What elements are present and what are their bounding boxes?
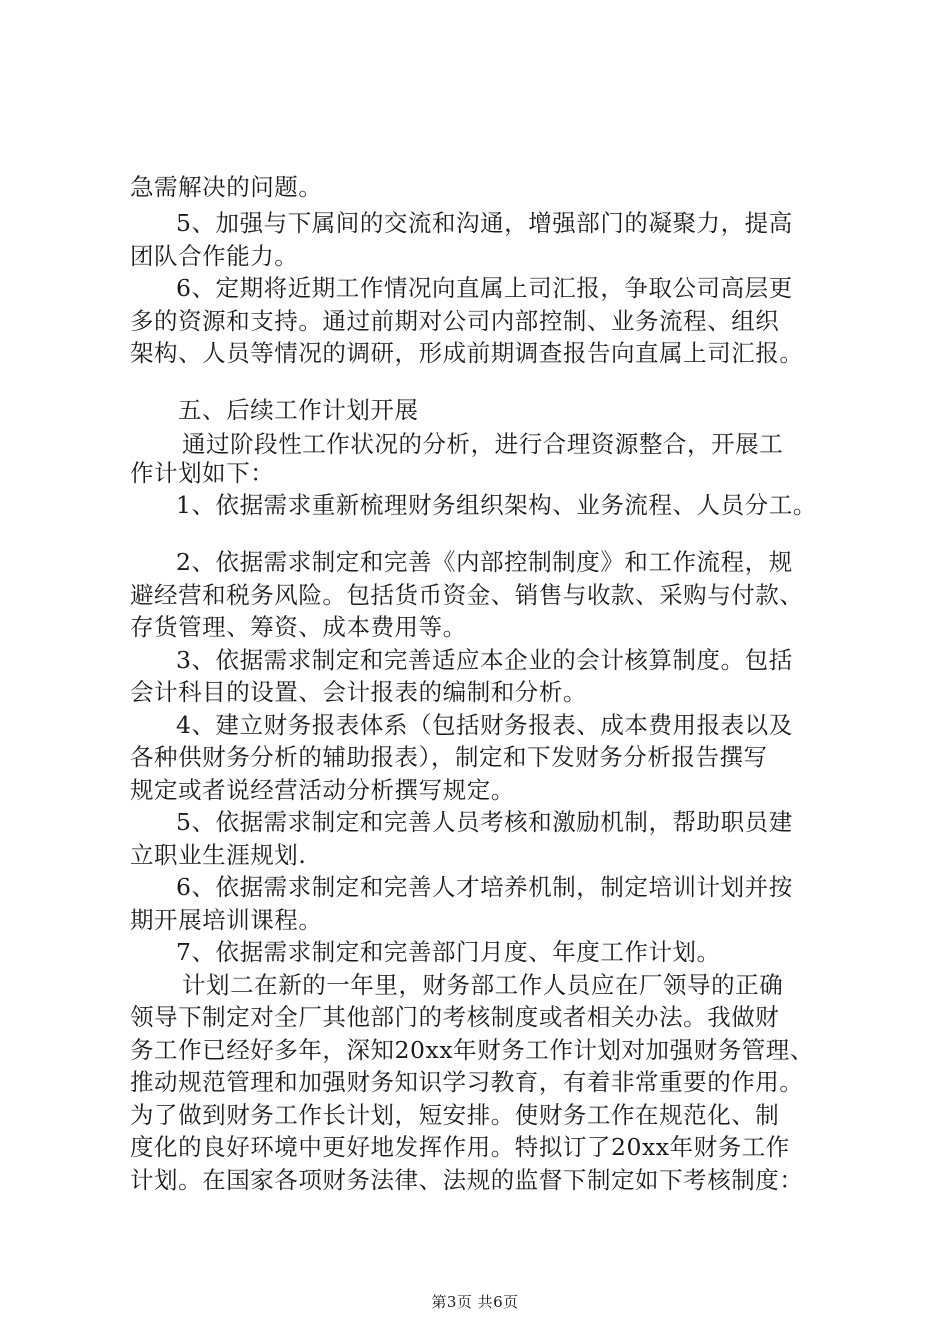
text-line: 急需解决的问题。	[130, 173, 323, 201]
text-line: 期开展培训课程。	[130, 906, 323, 934]
text-line: 计划二在新的一年里，财务部工作人员应在厂领导的正确	[182, 971, 784, 999]
text-line: 为了做到财务工作长计划，短安排。使财务工作在规范化、制	[130, 1101, 780, 1129]
text-line: 架构、人员等情况的调研，形成前期调查报告向直属上司汇报。	[130, 339, 804, 367]
text-line: 推动规范管理和加强财务知识学习教育，有着非常重要的作用。	[130, 1068, 804, 1096]
text-line: 存货管理、筹资、成本费用等。	[130, 613, 467, 641]
text-line: 6、定期将近期工作情况向直属上司汇报，争取公司高层更	[176, 274, 793, 302]
text-line: 作计划如下：	[130, 459, 275, 487]
text-line: 避经营和税务风险。包括货币资金、销售与收款、采购与付款、	[130, 581, 804, 609]
text-line: 团队合作能力。	[130, 242, 299, 270]
text-line: 规定或者说经营活动分析撰写规定。	[130, 776, 515, 804]
text-line: 务工作已经好多年，深知20xx年财务工作计划对加强财务管理、	[130, 1036, 814, 1064]
text-line: 5、依据需求制定和完善人员考核和激励机制，帮助职员建	[176, 808, 793, 836]
text-line: 4、建立财务报表体系（包括财务报表、成本费用报表以及	[176, 711, 793, 739]
text-line: 各种供财务分析的辅助报表），制定和下发财务分析报告撰写	[130, 743, 768, 771]
text-line: 度化的良好环境中更好地发挥作用。特拟订了20xx年财务工作	[130, 1133, 790, 1161]
text-line: 1、依据需求重新梳理财务组织架构、业务流程、人员分工。	[176, 491, 817, 519]
section-heading: 五、后续工作计划开展	[178, 396, 419, 424]
text-line: 通过阶段性工作状况的分析，进行合理资源整合，开展工	[182, 430, 784, 458]
text-line: 立职业生涯规划.	[130, 841, 307, 869]
text-line: 多的资源和支持。通过前期对公司内部控制、业务流程、组织	[130, 307, 780, 335]
text-line: 7、依据需求制定和完善部门月度、年度工作计划。	[176, 938, 721, 966]
text-line: 2、依据需求制定和完善《内部控制制度》和工作流程，规	[176, 548, 793, 576]
text-line: 领导下制定对全厂其他部门的考核制度或者相关办法。我做财	[130, 1003, 780, 1031]
text-line: 6、依据需求制定和完善人才培养机制，制定培训计划并按	[176, 873, 793, 901]
text-line: 5、加强与下属间的交流和沟通，增强部门的凝聚力，提高	[176, 209, 793, 237]
page-number-footer: 第3页 共6页	[431, 1293, 519, 1311]
text-line: 3、依据需求制定和完善适应本企业的会计核算制度。包括	[176, 646, 793, 674]
text-line: 计划。在国家各项财务法律、法规的监督下制定如下考核制度：	[130, 1166, 804, 1194]
text-line: 会计科目的设置、会计报表的编制和分析。	[130, 678, 587, 706]
